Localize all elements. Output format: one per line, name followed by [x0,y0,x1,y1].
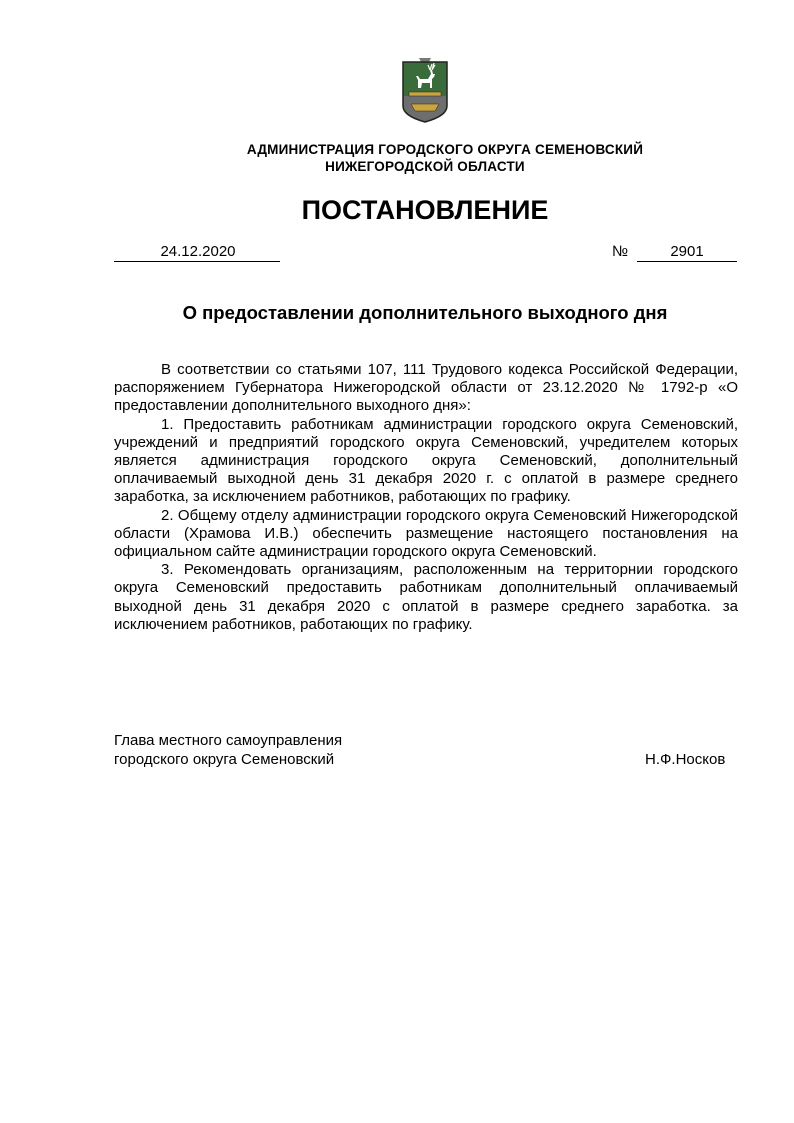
item-paragraph-3: 3. Рекомендовать организациям, расположенным на территорнии городского округа Семеновский предоставить работникам дополнительный оплачиваемый выходной день 31 декабря 2020 с оплатой в размере среднего заработка. за исключением работников, работающих по графику. [114,561,738,633]
number-label: № [612,243,629,260]
organization-name-line1: АДМИНИСТРАЦИЯ ГОРОДСКОГО ОКРУГА СЕМЕНОВСКИЙ [246,142,644,157]
document-body [114,361,738,634]
signatory-name: Н.Ф.Носков [645,751,726,768]
document-number: 2901 [637,242,737,262]
item-paragraph-1: 1. Предоставить работникам администрации городского округа Семеновский, учреждений и предприятий городского округа Семеновский, учредителем которых является администрация городского округа Семеновский, дополнительный оплачиваемый выходной день 31 декабря 2020 г. с оплатой в размере среднего заработка, за исключением работников, работающих по графику. [114,415,738,506]
signatory-position-line2: городского округа Семеновский [114,751,335,768]
document-type-title: ПОСТАНОВЛЕНИЕ [301,195,549,225]
coat-of-arms-icon [401,56,449,124]
document-subject: О предоставлении дополнительного выходного дня [182,302,668,323]
organization-name-line2: НИЖЕГОРОДСКОЙ ОБЛАСТИ [325,159,525,174]
signatory-position-line1: Глава местного самоуправления [114,732,343,749]
document-date: 24.12.2020 [114,242,280,262]
preamble-paragraph: В соответствии со статьями 107, 111 Трудового кодекса Российской Федерации, распоряжением Губернатора Нижегородской области от 23.12.2020 № 1792-р «О предоставлении дополнительного выходного дня»: [114,361,738,415]
signatory-position [114,731,342,769]
item-paragraph-2: 2. Общему отделу администрации городского округа Семеновский Нижегородской области (Храмова И.В.) обеспечить размещение настоящего постановления на официальном сайте администрации городского округа Семеновский. [114,506,738,561]
